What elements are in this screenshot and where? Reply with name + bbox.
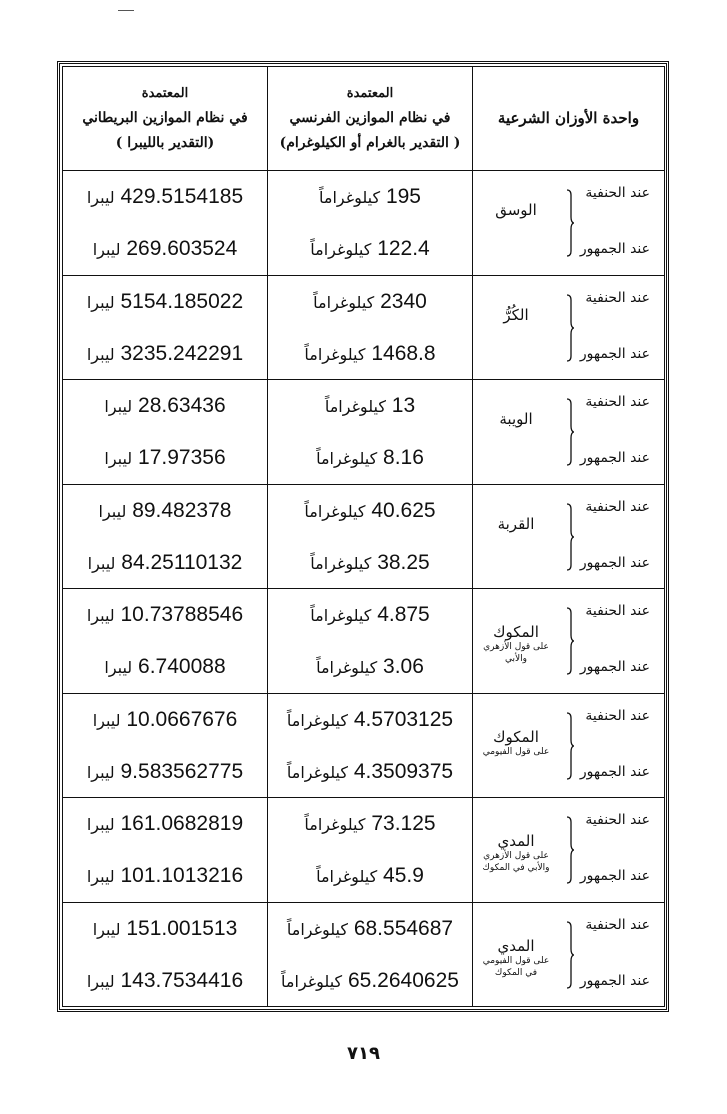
kg-unit: كيلوغراماً xyxy=(286,710,348,730)
kg-unit: كيلوغراماً xyxy=(304,815,366,835)
unit-name-block xyxy=(481,728,551,758)
kg-unit: كيلوغراماً xyxy=(319,188,381,208)
lb-value-hanafi xyxy=(63,708,267,732)
lb-number: 10.0667676 xyxy=(126,707,238,731)
curly-brace-icon xyxy=(565,921,574,989)
kg-value-jumhur xyxy=(268,446,472,470)
lb-unit: ليبرا xyxy=(104,397,133,417)
lb-unit: ليبرا xyxy=(104,658,133,678)
unit-name: المكوك xyxy=(493,623,539,642)
table-row xyxy=(63,693,665,797)
table-row xyxy=(63,798,665,902)
curly-brace-icon xyxy=(565,189,574,257)
kg-number: 4.3509375 xyxy=(353,759,454,783)
header-french xyxy=(268,67,473,171)
kg-number: 2340 xyxy=(380,289,427,313)
british-value-cell xyxy=(63,275,268,379)
unit-name: المدي xyxy=(497,936,535,955)
kg-unit: كيلوغراماً xyxy=(316,867,378,887)
kg-unit: كيلوغراماً xyxy=(310,606,372,626)
header-french-line1: المعتمدة xyxy=(346,86,394,102)
kg-number: 38.25 xyxy=(377,550,430,574)
lb-value-hanafi xyxy=(63,499,267,523)
unit-name: الكُرُّ xyxy=(503,305,529,324)
unit-note: على قول الأزهري والأبي في المكوك xyxy=(482,851,550,874)
lb-number: 3235.242291 xyxy=(120,341,244,365)
header-french-line3: (التقدير بالغرام أو الكيلوغرام ) xyxy=(279,135,461,152)
unit-name: المكوك xyxy=(493,727,539,746)
kg-value-jumhur xyxy=(268,864,472,888)
kg-unit: كيلوغراماً xyxy=(286,762,348,782)
kg-unit: كيلوغراماً xyxy=(304,501,366,521)
british-value-cell xyxy=(63,589,268,693)
school-jumhur: عند الجمهور xyxy=(579,659,650,676)
lb-number: 101.1013216 xyxy=(120,864,244,888)
unit-cell xyxy=(473,380,665,484)
curly-brace-icon xyxy=(565,398,574,466)
unit-name-block xyxy=(481,623,551,665)
lb-number: 9.583562775 xyxy=(120,759,244,783)
british-value-cell xyxy=(63,798,268,902)
kg-number: 1468.8 xyxy=(371,341,436,365)
kg-value-hanafi xyxy=(268,185,472,209)
kg-value-hanafi xyxy=(268,603,472,627)
unit-note: على قول الأزهري والأبي xyxy=(483,642,549,665)
lb-value-hanafi xyxy=(63,185,267,209)
kg-value-hanafi xyxy=(268,394,472,418)
kg-number: 195 xyxy=(385,185,421,209)
kg-number: 65.2640625 xyxy=(347,968,459,992)
kg-unit: كيلوغراماً xyxy=(304,344,366,364)
curly-brace-icon xyxy=(565,712,574,780)
british-value-cell xyxy=(63,902,268,1007)
lb-value-jumhur xyxy=(63,760,267,784)
lb-number: 151.001513 xyxy=(126,916,238,940)
lb-value-jumhur xyxy=(63,655,267,679)
lb-unit: ليبرا xyxy=(86,971,115,991)
lb-number: 28.63436 xyxy=(138,394,226,418)
kg-value-hanafi xyxy=(268,290,472,314)
british-value-cell xyxy=(63,693,268,797)
kg-value-jumhur xyxy=(268,655,472,679)
kg-unit: كيلوغراماً xyxy=(316,449,378,469)
school-jumhur: عند الجمهور xyxy=(579,763,650,780)
lb-value-jumhur xyxy=(63,551,267,575)
french-value-cell xyxy=(268,693,473,797)
table-row xyxy=(63,275,665,379)
french-value-cell xyxy=(268,275,473,379)
school-hanafi: عند الحنفية xyxy=(585,394,650,411)
curly-brace-icon xyxy=(565,816,574,884)
header-row xyxy=(63,67,665,171)
unit-name-block xyxy=(481,937,551,979)
french-value-cell xyxy=(268,798,473,902)
unit-name: المدي xyxy=(497,832,535,851)
british-value-cell xyxy=(63,380,268,484)
lb-unit: ليبرا xyxy=(87,553,116,573)
unit-name-block xyxy=(481,306,551,324)
school-hanafi: عند الحنفية xyxy=(585,498,650,515)
french-value-cell xyxy=(268,484,473,588)
kg-number: 4.5703125 xyxy=(353,707,454,731)
lb-value-jumhur xyxy=(63,969,267,993)
lb-value-hanafi xyxy=(63,290,267,314)
lb-value-jumhur xyxy=(63,237,267,261)
kg-number: 73.125 xyxy=(371,812,436,836)
unit-name-block xyxy=(481,410,551,428)
kg-unit: كيلوغراماً xyxy=(324,397,386,417)
unit-cell xyxy=(473,902,665,1007)
kg-value-hanafi xyxy=(268,499,472,523)
kg-number: 45.9 xyxy=(383,864,424,888)
unit-note: على قول الفيومي في المكوك xyxy=(482,955,550,978)
unit-note: على قول الفيومي xyxy=(482,746,550,757)
lb-unit: ليبرا xyxy=(86,606,115,626)
kg-value-jumhur xyxy=(268,551,472,575)
lb-number: 269.603524 xyxy=(126,237,238,261)
school-jumhur: عند الجمهور xyxy=(579,554,650,571)
top-mark xyxy=(118,10,134,11)
unit-cell xyxy=(473,589,665,693)
kg-value-jumhur xyxy=(268,969,472,993)
lb-value-hanafi xyxy=(63,917,267,941)
table-row xyxy=(63,902,665,1007)
unit-cell xyxy=(473,484,665,588)
kg-value-hanafi xyxy=(268,917,472,941)
lb-unit: ليبرا xyxy=(86,867,115,887)
kg-number: 3.06 xyxy=(383,655,424,679)
lb-number: 5154.185022 xyxy=(120,289,244,313)
header-french-line2: في نظام الموازين الفرنسي xyxy=(289,110,451,127)
lb-value-hanafi xyxy=(63,603,267,627)
french-value-cell xyxy=(268,171,473,275)
kg-value-hanafi xyxy=(268,812,472,836)
school-jumhur: عند الجمهور xyxy=(579,450,650,467)
kg-unit: كيلوغراماً xyxy=(316,658,378,678)
french-value-cell xyxy=(268,902,473,1007)
school-jumhur: عند الجمهور xyxy=(579,241,650,258)
lb-number: 89.482378 xyxy=(132,498,232,522)
weights-table xyxy=(62,66,665,1007)
unit-cell xyxy=(473,798,665,902)
lb-unit: ليبرا xyxy=(86,344,115,364)
kg-value-hanafi xyxy=(268,708,472,732)
lb-number: 84.25110132 xyxy=(121,550,243,574)
british-value-cell xyxy=(63,484,268,588)
lb-unit: ليبرا xyxy=(98,501,127,521)
school-hanafi: عند الحنفية xyxy=(585,707,650,724)
school-hanafi: عند الحنفية xyxy=(585,185,650,202)
unit-name: القربة xyxy=(497,514,535,533)
unit-cell xyxy=(473,171,665,275)
header-british-line3: ( التقدير بالليبرا) xyxy=(115,135,215,152)
lb-unit: ليبرا xyxy=(86,815,115,835)
lb-unit: ليبرا xyxy=(86,762,115,782)
page-number: ٧١٩ xyxy=(347,1043,380,1064)
kg-unit: كيلوغراماً xyxy=(281,971,343,991)
lb-unit: ليبرا xyxy=(104,449,133,469)
lb-unit: ليبرا xyxy=(86,188,115,208)
lb-value-hanafi xyxy=(63,394,267,418)
kg-number: 40.625 xyxy=(371,498,436,522)
lb-number: 143.7534416 xyxy=(120,968,244,992)
school-hanafi: عند الحنفية xyxy=(585,916,650,933)
unit-cell xyxy=(473,275,665,379)
school-hanafi: عند الحنفية xyxy=(585,812,650,829)
curly-brace-icon xyxy=(565,607,574,675)
lb-number: 161.0682819 xyxy=(120,812,244,836)
kg-unit: كيلوغراماً xyxy=(286,919,348,939)
lb-value-jumhur xyxy=(63,864,267,888)
kg-number: 68.554687 xyxy=(353,916,454,940)
kg-unit: كيلوغراماً xyxy=(313,292,375,312)
table-row xyxy=(63,380,665,484)
lb-number: 6.740088 xyxy=(138,655,226,679)
unit-name-block xyxy=(481,832,551,874)
british-value-cell xyxy=(63,171,268,275)
header-british-line2: في نظام الموازين البريطاني xyxy=(82,110,248,127)
curly-brace-icon xyxy=(565,503,574,571)
kg-unit: كيلوغراماً xyxy=(310,240,372,260)
lb-unit: ليبرا xyxy=(86,292,115,312)
school-hanafi: عند الحنفية xyxy=(585,603,650,620)
lb-number: 10.73788546 xyxy=(120,603,244,627)
kg-value-jumhur xyxy=(268,342,472,366)
kg-number: 8.16 xyxy=(383,446,424,470)
school-jumhur: عند الجمهور xyxy=(579,972,650,989)
kg-number: 13 xyxy=(391,394,416,418)
kg-number: 4.875 xyxy=(377,603,430,627)
lb-value-hanafi xyxy=(63,812,267,836)
table-row xyxy=(63,589,665,693)
table-row xyxy=(63,484,665,588)
header-british-line1: المعتمدة xyxy=(141,86,189,102)
lb-number: 429.5154185 xyxy=(120,185,244,209)
table-row xyxy=(63,171,665,275)
lb-unit: ليبرا xyxy=(92,710,121,730)
header-british xyxy=(63,67,268,171)
school-hanafi: عند الحنفية xyxy=(585,289,650,306)
lb-unit: ليبرا xyxy=(92,919,121,939)
unit-name: الوسق xyxy=(495,201,537,220)
curly-brace-icon xyxy=(565,294,574,362)
school-jumhur: عند الجمهور xyxy=(579,345,650,362)
school-jumhur: عند الجمهور xyxy=(579,868,650,885)
header-unit: واحدة الأوزان الشرعية xyxy=(473,67,665,171)
lb-value-jumhur xyxy=(63,446,267,470)
kg-value-jumhur xyxy=(268,237,472,261)
lb-number: 17.97356 xyxy=(138,446,226,470)
unit-name: الويبة xyxy=(499,410,533,429)
unit-name-block xyxy=(481,201,551,219)
kg-number: 122.4 xyxy=(377,237,430,261)
unit-cell xyxy=(473,693,665,797)
kg-value-jumhur xyxy=(268,760,472,784)
french-value-cell xyxy=(268,589,473,693)
french-value-cell xyxy=(268,380,473,484)
kg-unit: كيلوغراماً xyxy=(310,553,372,573)
table-body xyxy=(63,171,665,1007)
unit-name-block xyxy=(481,515,551,533)
lb-value-jumhur xyxy=(63,342,267,366)
lb-unit: ليبرا xyxy=(92,240,121,260)
